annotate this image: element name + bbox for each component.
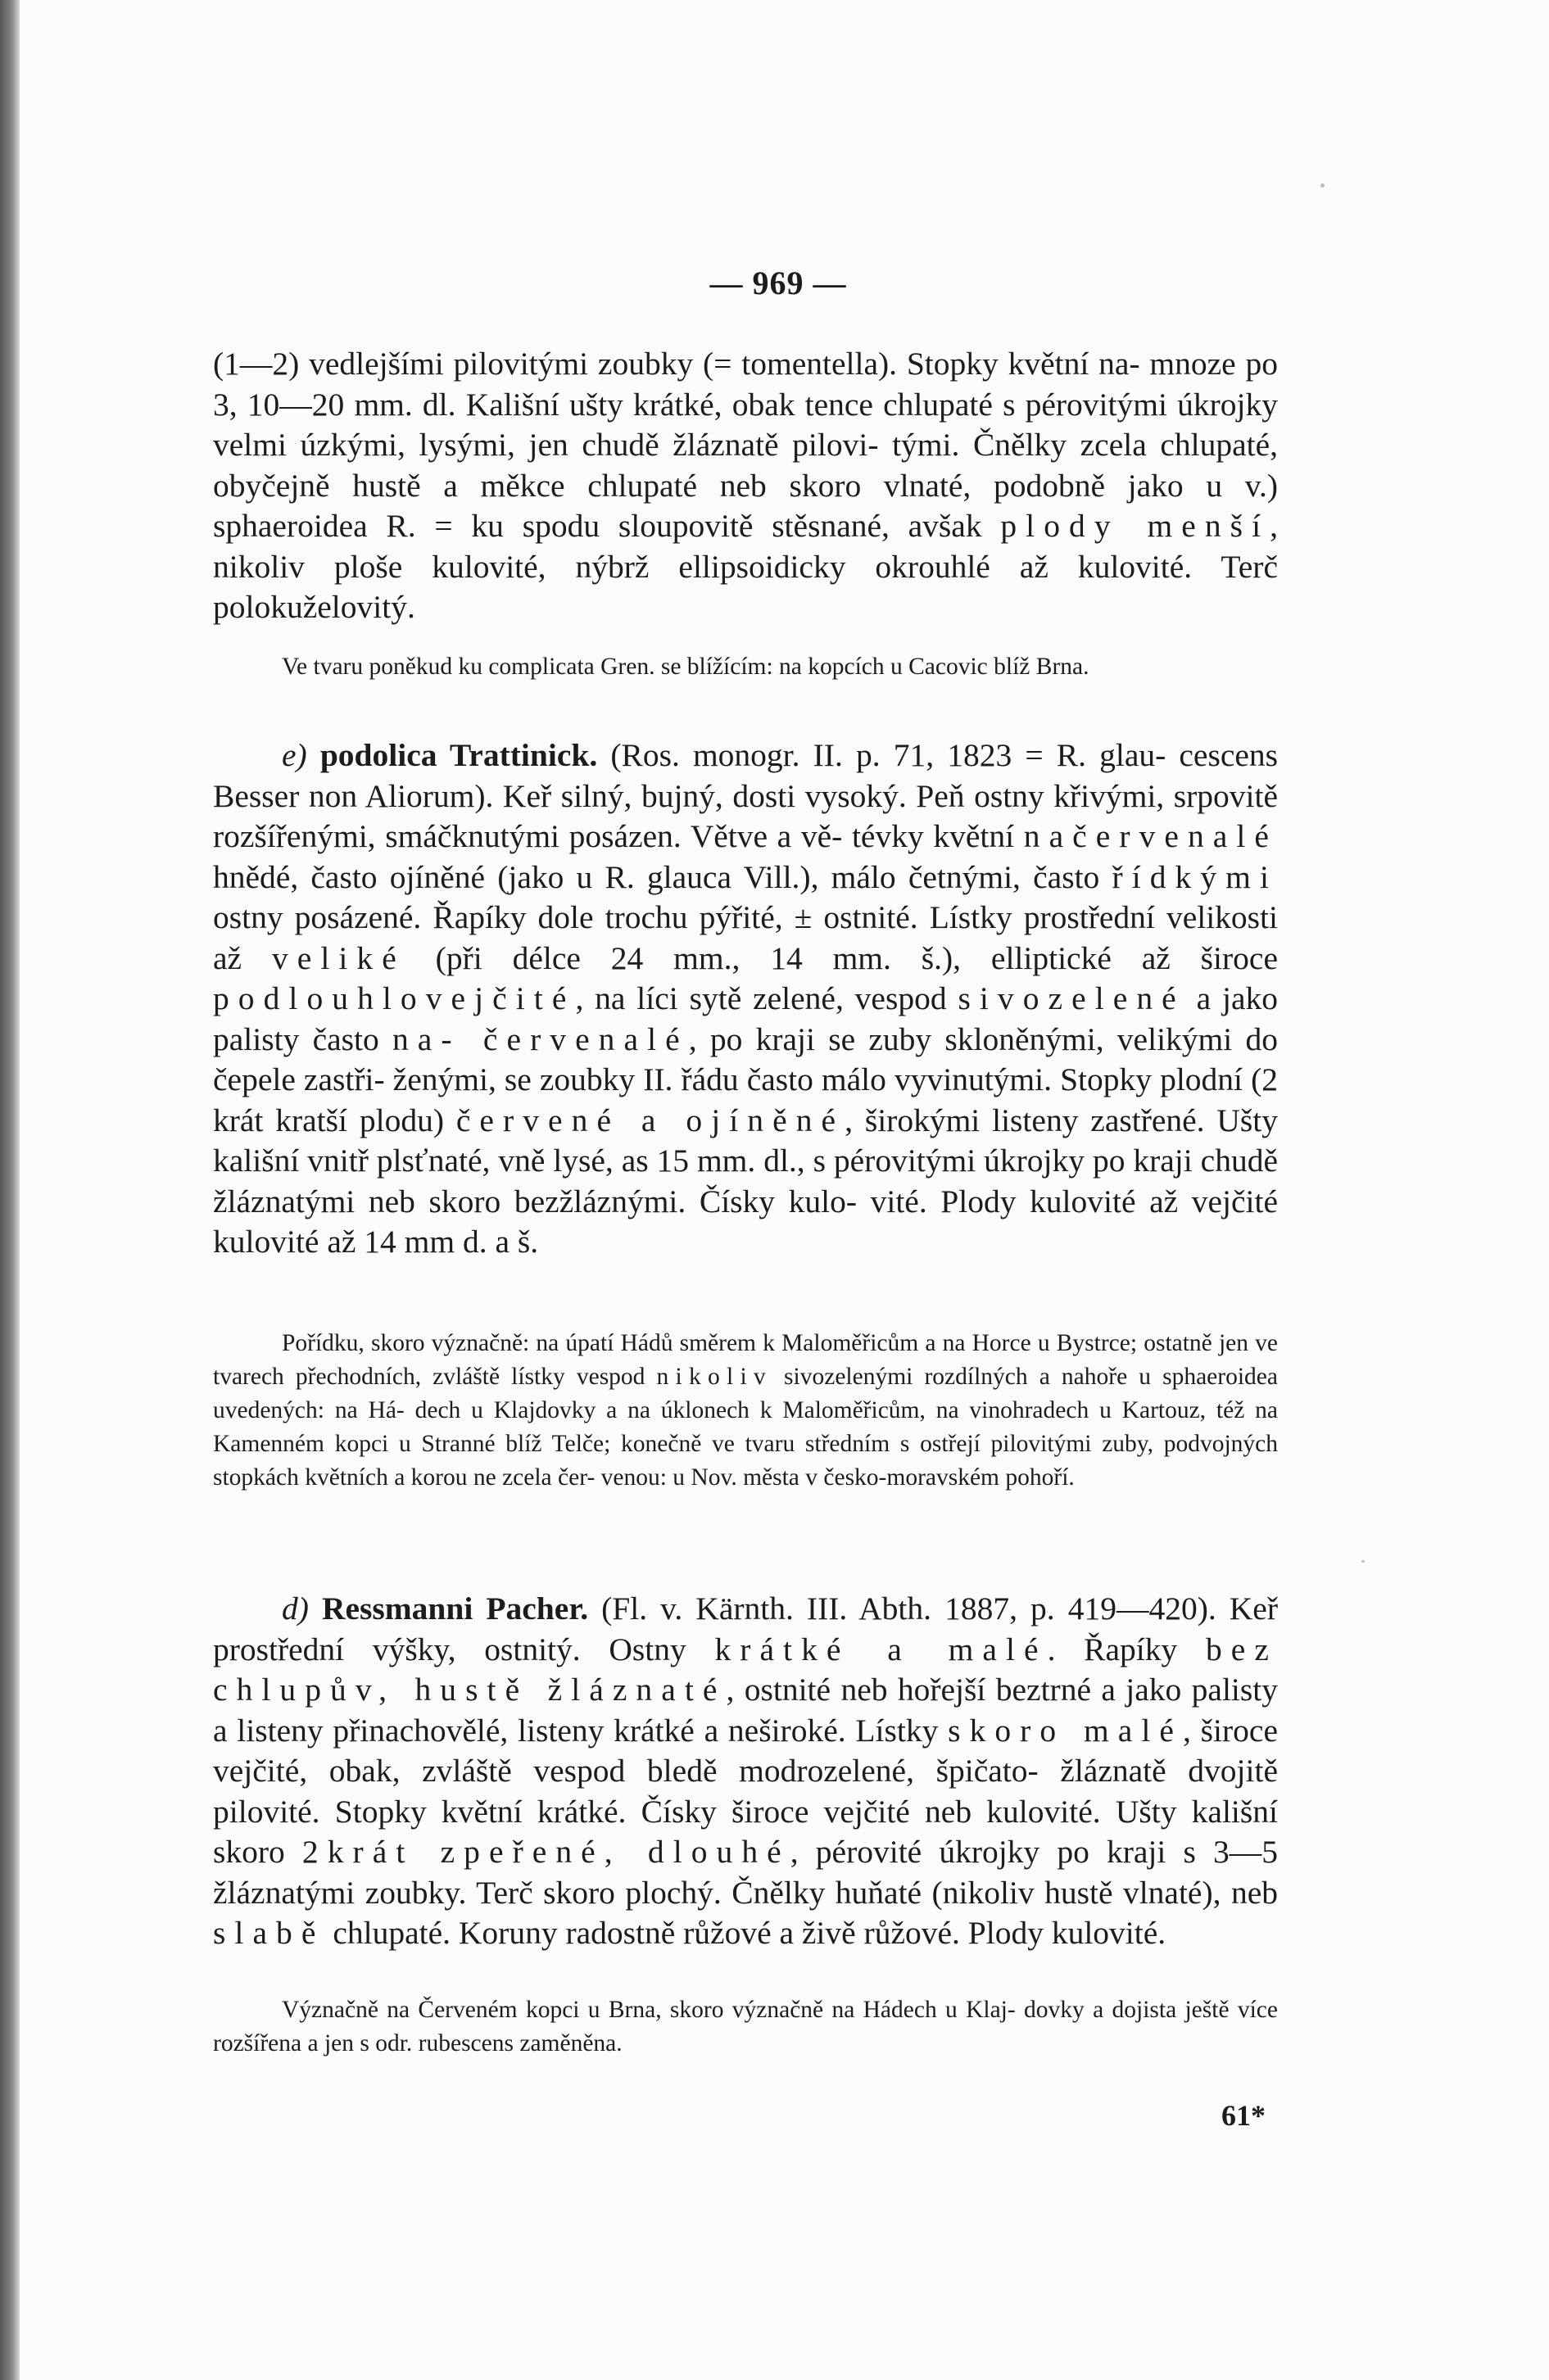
- emphasis-run: nikoliv: [656, 1364, 772, 1390]
- text-run: ostny posázené. Řapíky dole trochu pýřité, ± ostnité. Lístky prostřední velikosti až: [213, 899, 1278, 976]
- emphasis-run: řídkými: [1112, 858, 1278, 895]
- paragraph-podolica: [213, 735, 1278, 1263]
- note-locality: [213, 1327, 1278, 1495]
- page-number: — 969 —: [709, 265, 847, 301]
- paragraph-continuation: [213, 344, 1278, 628]
- emphasis-run: 2krát zpeřené, dlouhé: [301, 1834, 790, 1870]
- text-run: (Fl. v. Kärnth. III. Abth. 1887, p. 419—420). Keř prostřední výšky, ostnitý. Ostny: [213, 1590, 1278, 1667]
- text-run: hnědé, často ojíněné (jako u R. glauca Vill.), málo četnými, často: [213, 858, 1112, 895]
- emphasis-run: skoro malé: [948, 1712, 1184, 1749]
- note-cerveny-kopec: [213, 1993, 1278, 2061]
- text-run: , ostnité neb hořejší beztrné a jako palisty a listeny přinachovělé, listeny krátké a neširoké. Lístky: [213, 1672, 1278, 1749]
- emphasis-run: bez chlupův, hustě žláznaté: [213, 1631, 1278, 1708]
- text-run: , na líci sytě zelené, vespod: [575, 980, 958, 1016]
- text-run: (Ros. monogr. II. p. 71, 1823 = R. glau- cescens Besser non Aliorum). Keř silný, bujný, dosti vysoký. Peň ostny křivými, srpovitě rozšířenými, smáčknutými posázen. Větve a vě- tévky květní: [213, 737, 1278, 854]
- emphasis-run: plody menší: [1000, 508, 1270, 544]
- text-run: , pérovité úkrojky po kraji s 3—5 žláznatými zoubky. Terč skoro plochý. Čnělky huňaté (nikoliv hustě vlnaté), neb: [213, 1834, 1278, 1911]
- variety-label: d): [282, 1590, 322, 1627]
- note-run: Pořídku, skoro význačně: na úpatí Hádů směrem k Maloměřicům a na Horce u Bystrce; ostatně jen ve tvarech přechodních, zvláště lístky vespod: [213, 1330, 1278, 1390]
- text-run: . Řapíky: [1047, 1631, 1206, 1667]
- paragraph-ressmanni: [213, 1589, 1278, 1954]
- variety-label: e): [282, 737, 320, 773]
- emphasis-run: sivozelené: [958, 980, 1185, 1016]
- emphasis-run: na- červenalé: [392, 1020, 689, 1057]
- text-run: (při délce 24 mm., 14 mm. š.), elliptické až široce: [405, 939, 1278, 976]
- note-text: Význačně na Červeném kopci u Brna, skoro význačně na Hádech u Klaj- dovky a dojista ještě více rozšířena a jen s odr. rubescens zaměněna.: [213, 1997, 1278, 2056]
- emphasis-run: červené a ojíněné: [455, 1102, 845, 1138]
- text-run: , nikoliv ploše kulovité, nýbrž ellipsoidicky okrouhlé až kulovité. Terč polokuželovitý.: [213, 508, 1278, 625]
- text-run: chlupaté. Koruny radostně růžové a živě růžové. Plody kulovité.: [324, 1915, 1166, 1951]
- text-run: (1—2) vedlejšími pilovitými zoubky (= tomentella). Stopky květní na- mnoze po 3, 10—20 mm. dl. Kališní ušty krátké, obak tence chlupaté s pérovitými úkrojky velmi úzkými, lysými, jen chudě žláznatě pilovi- tými. Čnělky zcela chlupaté, obyčejně hustě a měkce chlupaté neb skoro vlnaté, podobně jako u v.) sphaeroidea R. = ku spodu sloupovitě stěsnané, avšak: [213, 346, 1278, 544]
- scan-binding-edge: [0, 0, 20, 2380]
- emphasis-run: načervenalé: [1023, 818, 1278, 854]
- note-run: sivozelenými rozdílných a nahoře u sphaeroidea uvedených: na Há- dech u Klajdovky a na úklonech k Maloměřicům, na vinohradech u Kartouz, též na Kamenném kopci u Stranné blíž Telče; konečně ve tvaru středním s ostřejí pilovitými zuby, podvojných stopkách květních a korou ne zcela čer- venou: u Nov. města v česko-moravském pohoří.: [213, 1364, 1278, 1491]
- variety-name: Ressmanni Pacher.: [321, 1590, 589, 1627]
- note-cacovice: [213, 650, 1278, 684]
- emphasis-run: krátké a malé: [714, 1631, 1048, 1667]
- note-text: Ve tvaru poněkud ku complicata Gren. se blížícím: na kopcích u Cacovic blíž Brna.: [282, 654, 1089, 680]
- scan-speck: [1361, 1560, 1365, 1563]
- text-run: a jako palisty často: [213, 980, 1278, 1057]
- emphasis-run: podlouhlovejčité: [213, 980, 576, 1016]
- scan-speck: [1320, 183, 1325, 188]
- emphasis-run: veliké: [271, 939, 405, 976]
- text-run: , široce vejčité, obak, zvláště vespod bledě modrozelené, špičato- žláznatě dvojitě pilovité. Stopky květní krátké. Čísky široce vejčité neb kulovité. Ušty kališní skoro: [213, 1712, 1278, 1870]
- variety-name: podolica Trattinick.: [319, 737, 598, 773]
- emphasis-run: slabě: [213, 1915, 325, 1951]
- text-run: , po kraji se zuby skloněnými, velikými do čepele zastři- ženými, se zoubky II. řádu často málo vyvinutými. Stopky plodní (2 krát kratší plodu): [213, 1020, 1278, 1138]
- text-run: , širokými listeny zastřené. Ušty kališní vnitř plsťnaté, vně lysé, as 15 mm. dl., s pérovitými úkrojky po kraji chudě žláznatými neb skoro bezžláznými. Čísky kulo- vité. Plody kulovité až vejčité kulovité až 14 mm d. a š.: [213, 1102, 1278, 1260]
- printer-signature: 61*: [1221, 2099, 1266, 2132]
